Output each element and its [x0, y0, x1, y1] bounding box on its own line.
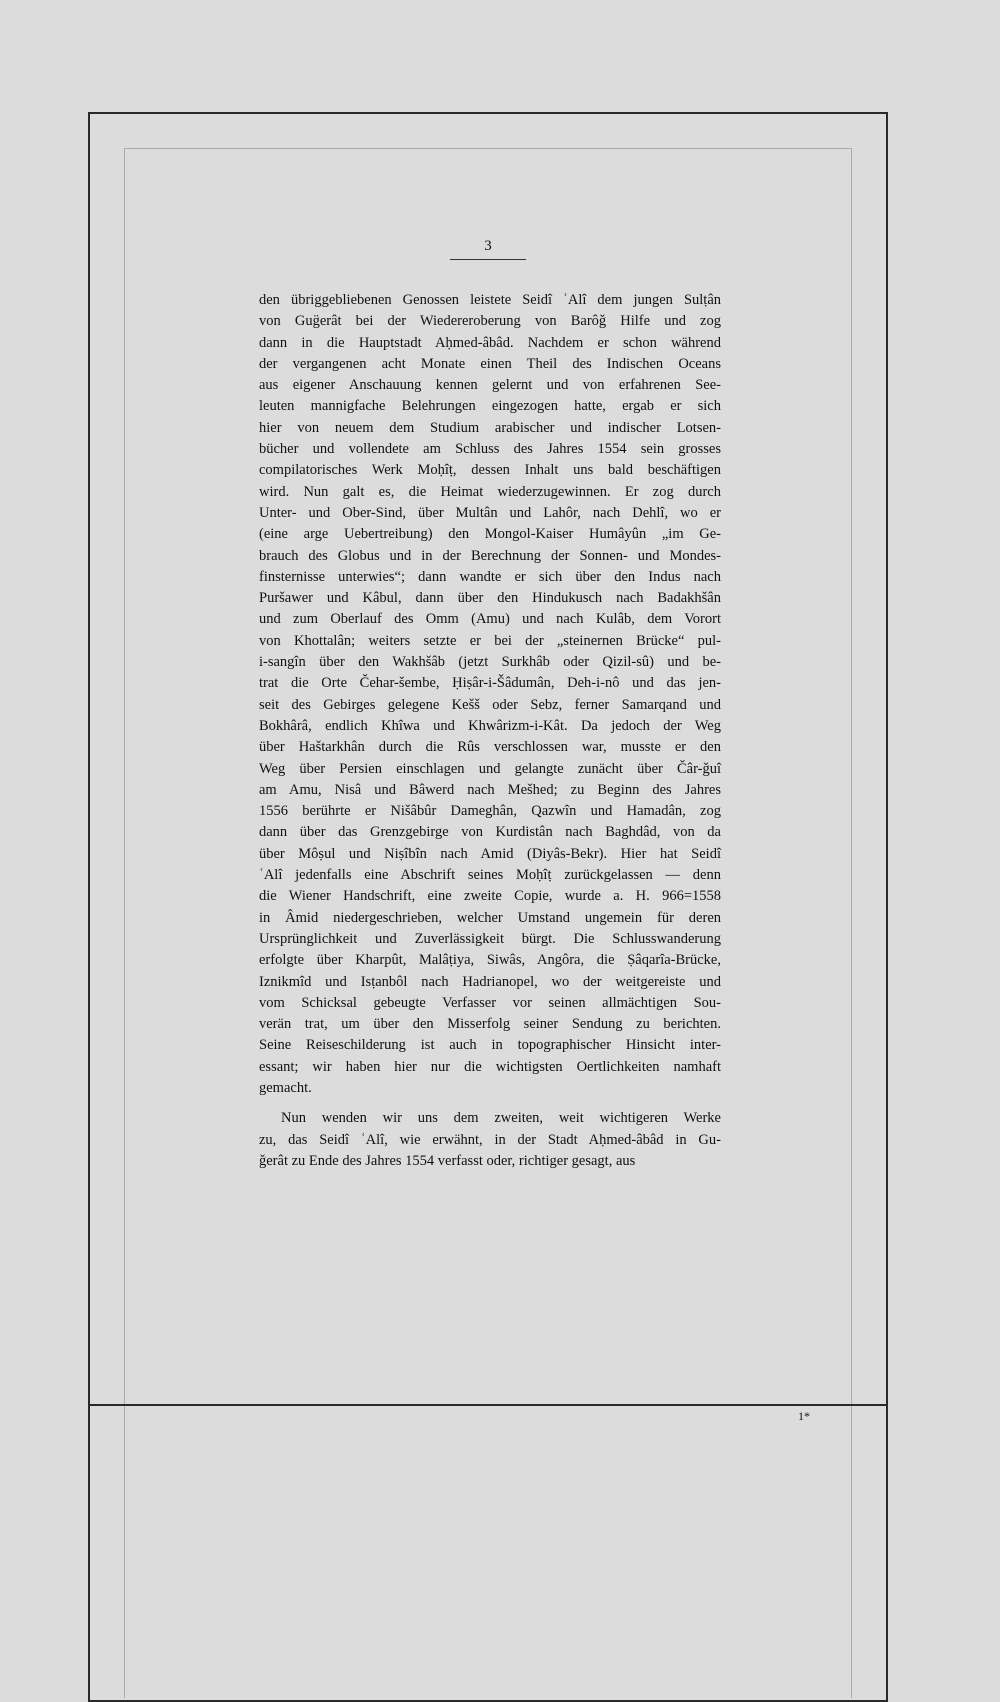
text-line: erfolgte über Kharpût, Malâṭiya, Siwâs, Angôra, die Ṣâqarîa-Brücke,	[259, 952, 721, 969]
text-line: trat die Orte Čehar-šembe, Ḥiṣâr-i-Šâdumân, Deh-i-nô und das jen-	[259, 675, 721, 692]
text-line: von Gug̈erât bei der Wiedereroberung von Barôǧ Hilfe und zog	[259, 313, 721, 330]
text-line: seit des Gebirges gelegene Kešš oder Sebz, ferner Samarqand und	[259, 696, 721, 713]
text-line: brauch des Globus und in der Berechnung der Sonnen- und Mondes-	[259, 547, 721, 564]
page-number-rule	[450, 259, 526, 260]
text-line: wird. Nun galt es, die Heimat wiederzugewinnen. Er zog durch	[259, 483, 721, 500]
text-line: Seine Reiseschilderung ist auch in topographischer Hinsicht inter-	[259, 1037, 721, 1054]
text-line: Ursprünglichkeit und Zuverlässigkeit bürgt. Die Schlusswanderung	[259, 930, 721, 947]
text-line: verän trat, um über den Misserfolg seiner Sendung zu berichten.	[259, 1016, 721, 1033]
text-line: Bokhârâ, endlich Khîwa und Khwârizm-i-Kât. Da jedoch der Weg	[259, 717, 721, 734]
text-line: zu, das Seidî ʿAlî, wie erwähnt, in der Stadt Aḥmed-âbâd in Gu-	[259, 1131, 721, 1148]
text-line: über Môṣul und Niṣîbîn nach Amid (Diyâs-Bekr). Hier hat Seidî	[259, 845, 721, 862]
text-line: Puršawer und Kâbul, dann über den Hindukusch nach Badakhšân	[259, 590, 721, 607]
text-line: essant; wir haben hier nur die wichtigsten Oertlichkeiten namhaft	[259, 1058, 721, 1075]
text-line: den übriggebliebenen Genossen leistete Seidî ʿAlî dem jungen Sulṭân	[259, 292, 721, 308]
text-line: in Âmid niedergeschrieben, welcher Umstand ungemein für deren	[259, 909, 721, 926]
page-number: 3	[484, 238, 492, 254]
text-line: finsternisse unterwies“; dann wandte er sich über den Indus nach	[259, 568, 721, 585]
text-line: Weg über Persien einschlagen und gelangte zunächt über Čâr-ǧuî	[259, 760, 721, 777]
text-line: compilatorisches Werk Moḥîṭ, dessen Inhalt uns bald beschäftigen	[259, 462, 721, 479]
text-line: aus eigener Anschauung kennen gelernt und von erfahrenen See-	[259, 377, 721, 394]
text-line: dann über das Grenzgebirge von Kurdistân nach Baghdâd, von da	[259, 824, 721, 841]
text-line: ʿAlî jedenfalls eine Abschrift seines Moḥîṭ zurückgelassen — denn	[259, 867, 721, 884]
text-line: hier von neuem dem Studium arabischer und indischer Lotsen-	[259, 419, 721, 436]
bottom-frame-rule	[88, 1404, 888, 1406]
text-line: bücher und vollendete am Schluss des Jahres 1554 sein grosses	[259, 441, 721, 458]
paragraph-gap	[259, 1099, 721, 1108]
body-text	[259, 290, 721, 1172]
text-line: dann in die Hauptstadt Aḥmed-âbâd. Nachdem er schon während	[259, 334, 721, 351]
text-line: Unter- und Ober-Sind, über Multân und Lahôr, nach Dehlî, wo er	[259, 504, 721, 521]
text-line: am Amu, Nisâ und Bâwerd nach Mešhed; zu Beginn des Jahres	[259, 781, 721, 798]
paragraph	[259, 290, 721, 1099]
text-line: 1556 berührte er Nišâbûr Dameghân, Qazwîn und Hamadân, zog	[259, 803, 721, 820]
text-line: (eine arge Uebertreibung) den Mongol-Kaiser Humâyûn „im Ge-	[259, 526, 721, 543]
text-line: der vergangenen acht Monate einen Theil des Indischen Oceans	[259, 355, 721, 372]
paragraph	[259, 1108, 721, 1172]
text-line: über Haštarkhân durch die Rûs verschlossen war, musste er den	[259, 739, 721, 756]
text-line: die Wiener Handschrift, eine zweite Copie, wurde a. H. 966=1558	[259, 888, 721, 905]
text-line: leuten mannigfache Belehrungen eingezogen hatte, ergab er sich	[259, 398, 721, 415]
text-line: gemacht.	[259, 1079, 312, 1096]
signature-mark: 1*	[798, 1409, 810, 1423]
text-line: i-sangîn über den Wakhšâb (jetzt Surkhâb oder Qizil-sû) und be-	[259, 654, 721, 671]
text-line: vom Schicksal gebeugte Verfasser vor seinen allmächtigen Sou-	[259, 994, 721, 1011]
text-line: und zum Oberlauf des Omm (Amu) und nach Kulâb, dem Vorort	[259, 611, 721, 628]
text-line: ǧerât zu Ende des Jahres 1554 verfasst oder, richtiger gesagt, aus	[259, 1152, 636, 1169]
text-line: Iznikmîd und Isṭanbôl nach Hadrianopel, wo der weitgereiste und	[259, 973, 721, 990]
text-line: Nun wenden wir uns dem zweiten, weit wichtigeren Werke	[281, 1110, 721, 1127]
text-line: von Khottalân; weiters setzte er bei der „steinernen Brücke“ pul-	[259, 632, 721, 649]
